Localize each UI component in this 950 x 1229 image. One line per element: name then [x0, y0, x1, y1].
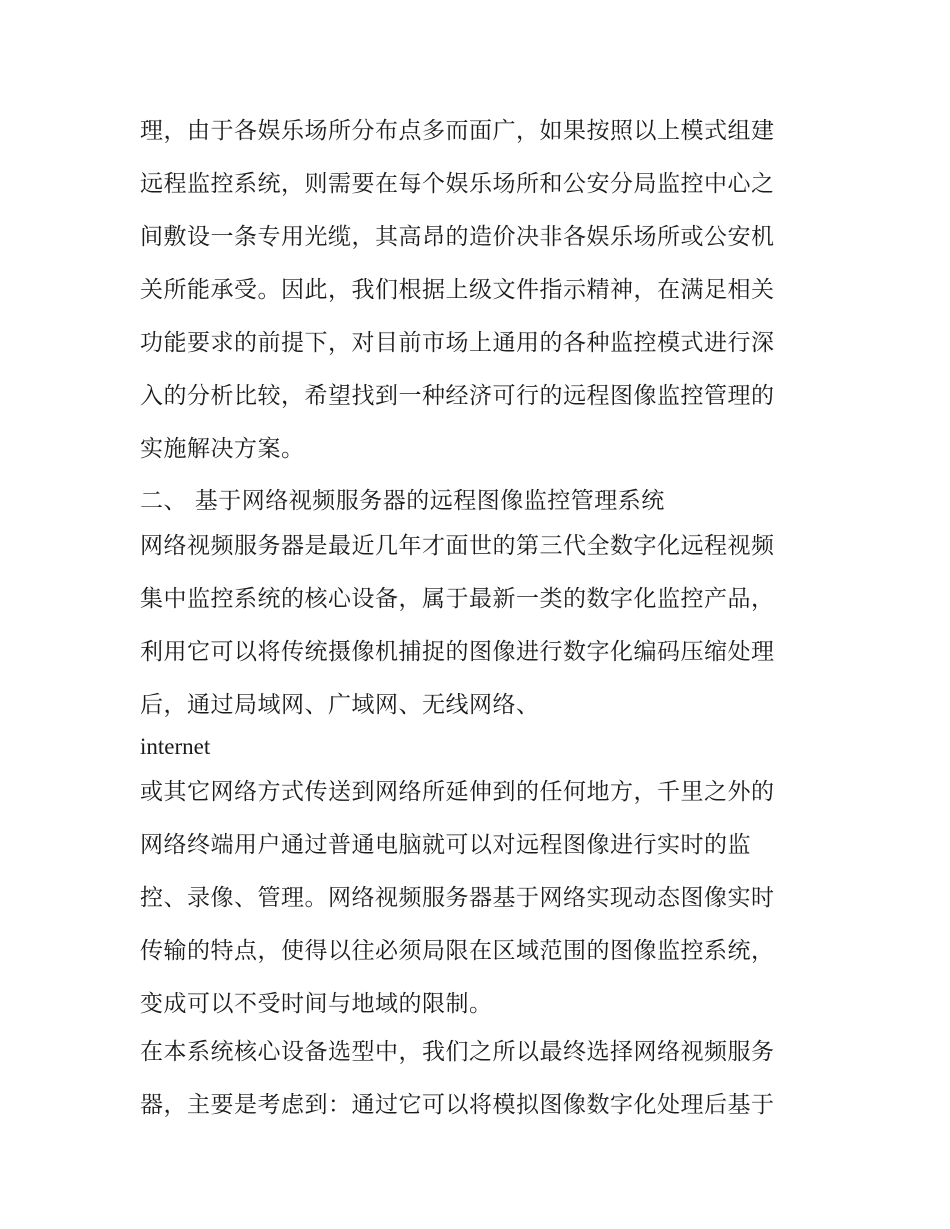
text-line: 关所能承受。因此，我们根据上级文件指示精神，在满足相关 [140, 277, 775, 303]
text-line-internet: internet [140, 734, 211, 759]
text-line: 后，通过局域网、广域网、无线网络、 [140, 692, 540, 718]
text-line: 利用它可以将传统摄像机捕捉的图像进行数字化编码压缩处理 [140, 639, 775, 665]
text-line: 实施解决方案。 [140, 436, 305, 462]
text-line: 网络终端用户通过普通电脑就可以对远程图像进行实时的监 [140, 832, 751, 858]
text-line: 入的分析比较，希望找到一种经济可行的远程图像监控管理的 [140, 383, 775, 409]
text-line: 传输的特点，使得以往必须局限在区域范围的图像监控系统， [140, 938, 775, 964]
text-line: 器，主要是考虑到：通过它可以将模拟图像数字化处理后基于 [140, 1092, 775, 1118]
text-line: 理，由于各娱乐场所分布点多而面广，如果按照以上模式组建 [140, 118, 775, 144]
text-line: 集中监控系统的核心设备，属于最新一类的数字化监控产品， [140, 586, 775, 612]
section-heading: 二、 基于网络视频服务器的远程图像监控管理系统 [140, 488, 665, 514]
text-line: 控、录像、管理。网络视频服务器基于网络实现动态图像实时 [140, 885, 775, 911]
text-line: 变成可以不受时间与地域的限制。 [140, 991, 493, 1017]
text-line: 间敷设一条专用光缆，其高昂的造价决非各娱乐场所或公安机 [140, 224, 775, 250]
text-line: 功能要求的前提下，对目前市场上通用的各种监控模式进行深 [140, 330, 775, 356]
text-line: 在本系统核心设备选型中，我们之所以最终选择网络视频服务 [140, 1039, 775, 1065]
text-line: 网络视频服务器是最近几年才面世的第三代全数字化远程视频 [140, 533, 775, 559]
text-line: 或其它网络方式传送到网络所延伸到的任何地方，千里之外的 [140, 779, 775, 805]
text-line: 远程监控系统，则需要在每个娱乐场所和公安分局监控中心之 [140, 171, 775, 197]
